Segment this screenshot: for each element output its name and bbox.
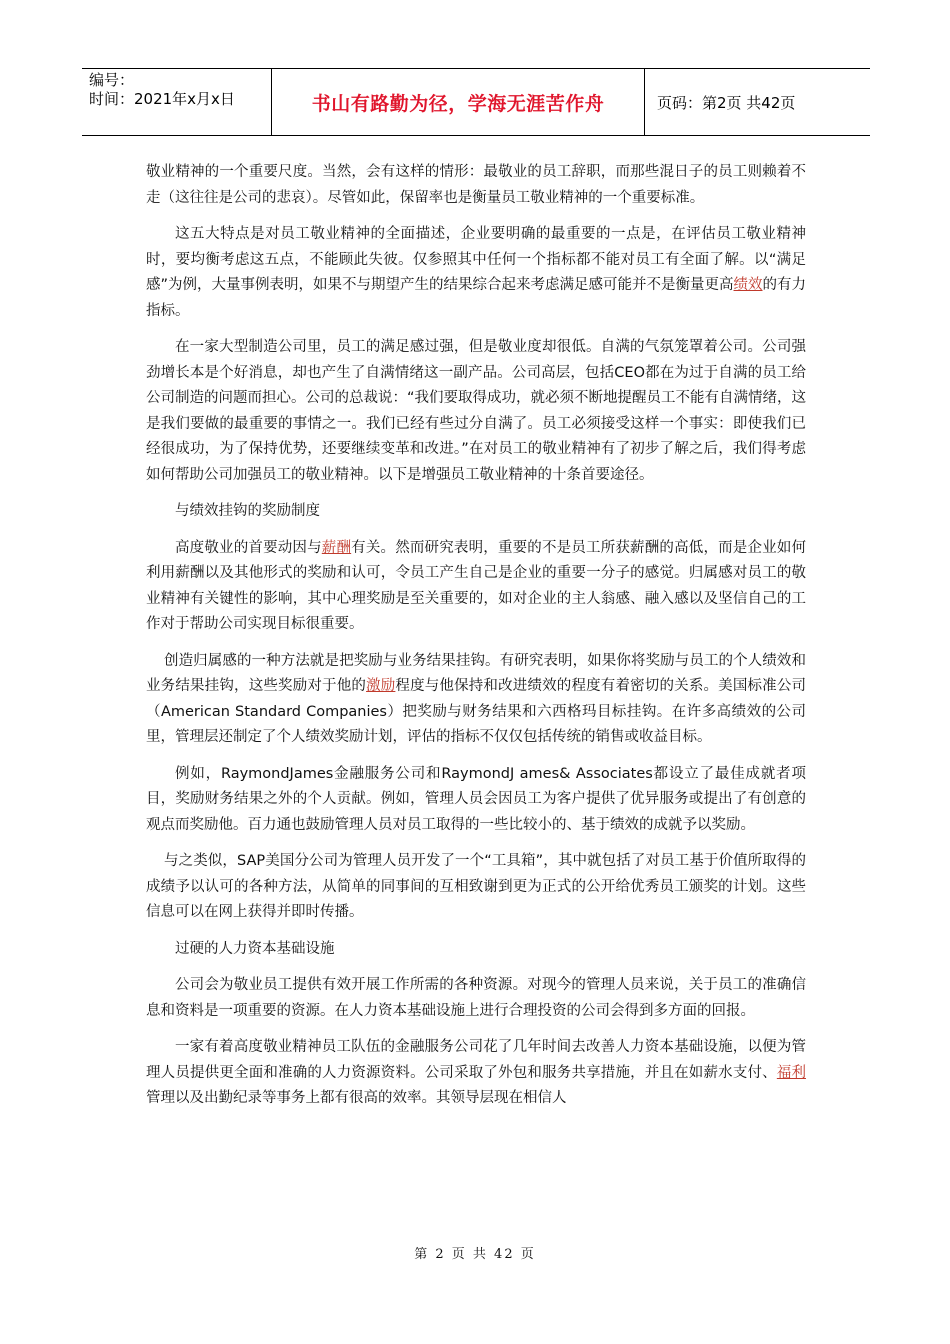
paragraph-text: 高度敬业的首要动因与 [175,539,322,556]
paragraph-text: 这五大特点是对员工敬业精神的全面描述，企业要明确的最重要的一点是，在评估员工敬业精神时，要均衡考虑这五点，不能顾此失彼。仅参照其中任何一个指标都不能对员工有全面了解。以“满足感”为例，大量事例表明，如果不与期望产生的结果综合起来考虑满足感可能并不是衡量更高 [146,226,806,293]
page-header [82,68,870,136]
paragraph [146,762,806,839]
page-footer: 第 2 页 共 42 页 [414,1247,536,1262]
paragraph-text: 公司会为敬业员工提供有效开展工作所需的各种资源。对现今的管理人员来说，关于员工的准确信息和资料是一项重要的资源。在人力资本基础设施上进行合理投资的公司会得到多方面的回报。 [146,977,806,1019]
document-body [146,160,806,1123]
paragraph [146,499,806,525]
paragraph [146,536,806,638]
inline-link[interactable]: 绩效 [733,277,763,293]
paragraph-text: 敬业精神的一个重要尺度。当然，会有这样的情形：最敬业的员工辞职，而那些混日子的员工则赖着不走（这往往是公司的悲哀）。尽管如此，保留率也是衡量员工敬业精神的一个重要标准。 [146,164,806,206]
paragraph-text: 例如，RaymondJames金融服务公司和RaymondJ ames& Associates都设立了最佳成就者项目，奖励财务结果之外的个人贡献。例如，管理人员会因员工为客户提供了优异服务或提出了有创意的观点而奖励他。百力通也鼓励管理人员对员工取得的一些比较小的、基于绩效的成就予以奖励。 [146,765,806,833]
paragraph-text: 与之类似，SAP美国分公司为管理人员开发了一个“工具箱”，其中就包括了对员工基于价值所取得的成绩予以认可的各种方法，从简单的同事间的互相致谢到更为正式的公开给优秀员工颁奖的计划。这些信息可以在网上获得并即时传播。 [146,853,806,920]
header-meta [82,69,271,135]
paragraph [146,937,806,963]
paragraph [146,1035,806,1112]
document-code-label: 编号： [89,71,135,89]
paragraph-text: 管理以及出勤纪录等事务上都有很高的效率。其领导层现在相信人 [146,1090,567,1106]
inline-link[interactable]: 激励 [366,678,396,694]
paragraph [146,973,806,1024]
header-motto: 书山有路勤为径，学海无涯苦作舟 [271,69,644,135]
paragraph-text: 与绩效挂钩的奖励制度 [175,503,320,519]
paragraph-text: 过硬的人力资本基础设施 [175,940,335,957]
paragraph-text: 一家有着高度敬业精神员工队伍的金融服务公司花了几年时间去改善人力资本基础设施，以便为管理人员提供更全面和准确的人力资源资料。公司采取了外包和服务共享措施，并且在如薪水支付、 [146,1039,806,1081]
paragraph-text: 有关。然而研究表明，重要的不是员工所获薪酬的高低，而是企业如何利用薪酬以及其他形式的奖励和认可，令员工产生自己是企业的重要一分子的感觉。归属感对员工的敬业精神有关键性的影响，其中心理奖励是至关重要的，如对企业的主人翁感、融入感以及坚信自己的工作对于帮助公司实现目标很重要。 [146,539,807,632]
paragraph [146,335,806,488]
inline-link[interactable]: 薪酬 [321,539,352,556]
header-page-number: 页码：第2页 共42页 [644,69,870,135]
paragraph [146,160,806,211]
paragraph-text: 在一家大型制造公司里，员工的满足感过强，但是敬业度却很低。自满的气氛笼罩着公司。公司强劲增长本是个好消息，却也产生了自满情绪这一副产品。公司高层，包括CEO都在为过于自满的员工给公司制造的问题而担心。公司的总裁说：“我们要取得成功，就必须不断地提醒员工不能有自满情绪，这是我们要做的最重要的事情之一。我们已经有些过分自满了。员工必须接受这样一个事实：即使我们已经很成功，为了保持优势，还要继续变革和改进。”在对员工的敬业精神有了初步了解之后，我们得考虑如何帮助公司加强员工的敬业精神。以下是增强员工敬业精神的十条首要途径。 [146,339,807,483]
paragraph-text: 创造归属感的一种方法就是把奖励与业务结果挂钩。有研究表明，如果你将奖励与员工的个人绩效和业务结果挂钩，这些奖励对于他的 [146,652,806,694]
document-date-label: 时间：2021年x月x日 [89,90,235,108]
inline-link[interactable]: 福利 [776,1064,806,1081]
paragraph-text: 的有力指标。 [146,277,807,319]
paragraph [146,649,806,751]
paragraph [146,222,806,324]
paragraph [146,849,806,926]
paragraph-text: 程度与他保持和改进绩效的程度有着密切的关系。美国标准公司（American Standard Companies）把奖励与财务结果和六西格玛目标挂钩。在许多高绩效的公司里，管理层还制定了个人绩效奖励计划，评估的指标不仅仅包括传统的销售或收益目标。 [146,678,807,745]
